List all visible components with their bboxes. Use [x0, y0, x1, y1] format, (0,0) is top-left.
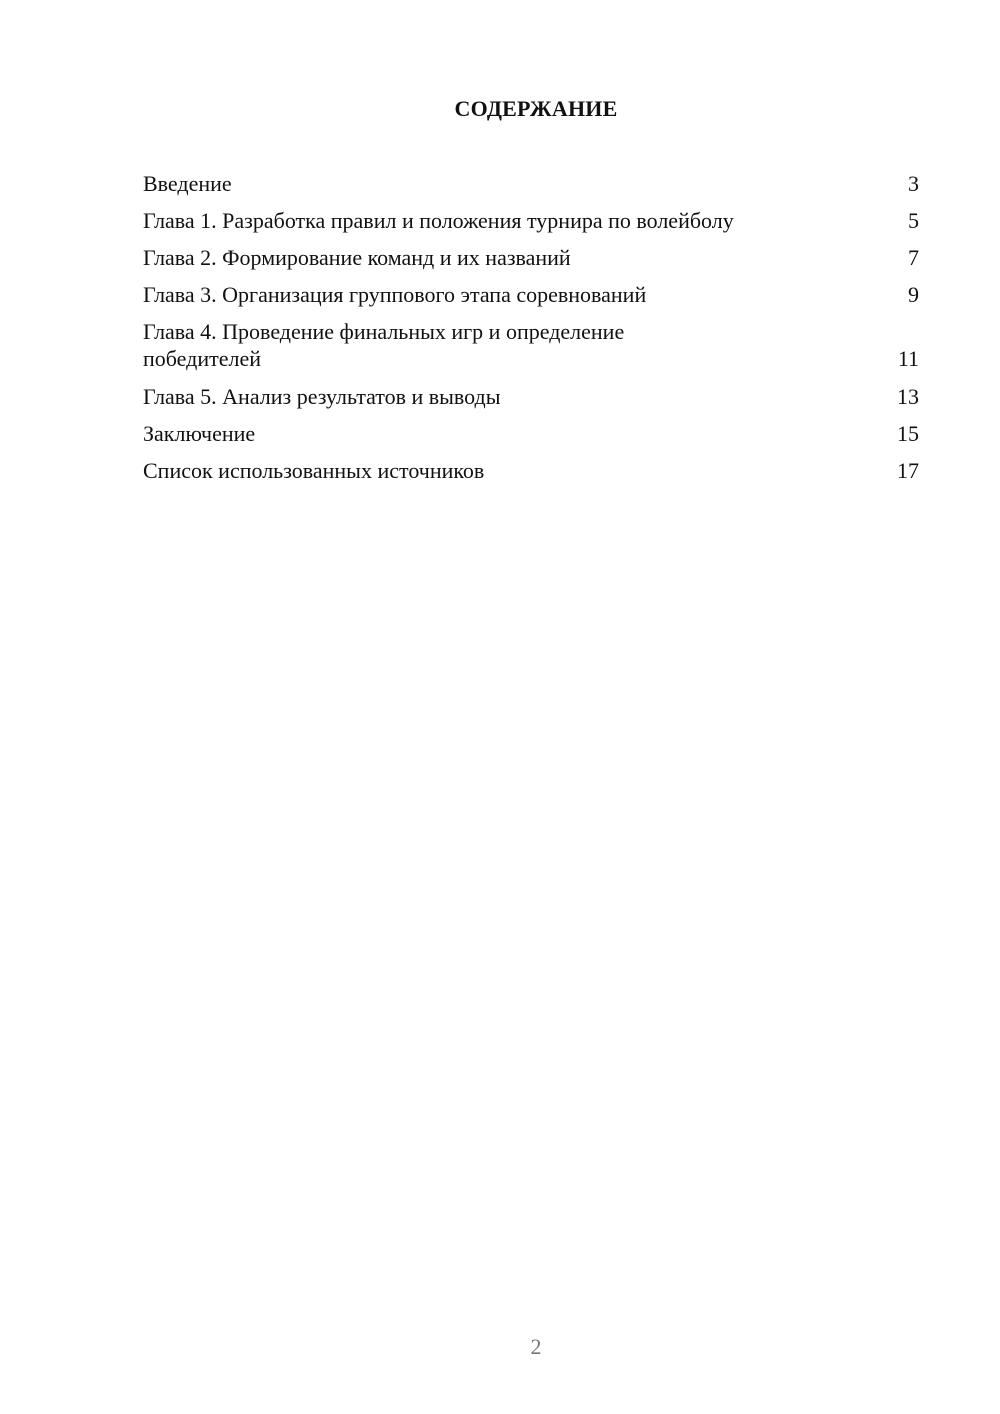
toc-entry-chapter-3[interactable]	[143, 281, 919, 308]
toc-entry-title: Глава 2. Формирование команд и их названий	[143, 245, 571, 270]
toc-entry-page: 17	[897, 458, 919, 483]
toc-entry-title: Список использованных источников	[143, 458, 485, 483]
page-number: 2	[530, 1334, 542, 1359]
toc-entry-page: 5	[908, 208, 919, 233]
toc-entry-page: 11	[897, 346, 919, 371]
toc-entry-title: Введение	[143, 171, 232, 196]
toc-title: СОДЕРЖАНИЕ	[454, 96, 618, 121]
toc-entry-title: Глава 4. Проведение финальных игр и определение победителей	[143, 319, 625, 371]
toc-entry-page: 9	[908, 282, 919, 307]
toc-entry-chapter-4[interactable]	[143, 318, 919, 372]
table-of-contents	[143, 170, 919, 494]
toc-entry-page: 15	[897, 421, 919, 446]
toc-entry-title: Глава 3. Организация группового этапа соревнований	[143, 282, 647, 307]
toc-entry-title: Заключение	[143, 421, 256, 446]
toc-entry-page: 13	[897, 384, 919, 409]
toc-entry-chapter-2[interactable]	[143, 244, 919, 271]
toc-entry-page: 7	[908, 245, 919, 270]
toc-entry-references[interactable]	[143, 457, 919, 484]
toc-entry-conclusion[interactable]	[143, 420, 919, 447]
toc-entry-chapter-5[interactable]	[143, 383, 919, 410]
toc-entry-introduction[interactable]	[143, 170, 919, 197]
toc-entry-chapter-1[interactable]	[143, 207, 919, 234]
toc-entry-title: Глава 1. Разработка правил и положения турнира по волейболу	[143, 208, 734, 233]
toc-entry-page: 3	[908, 171, 919, 196]
toc-entry-title: Глава 5. Анализ результатов и выводы	[143, 384, 501, 409]
